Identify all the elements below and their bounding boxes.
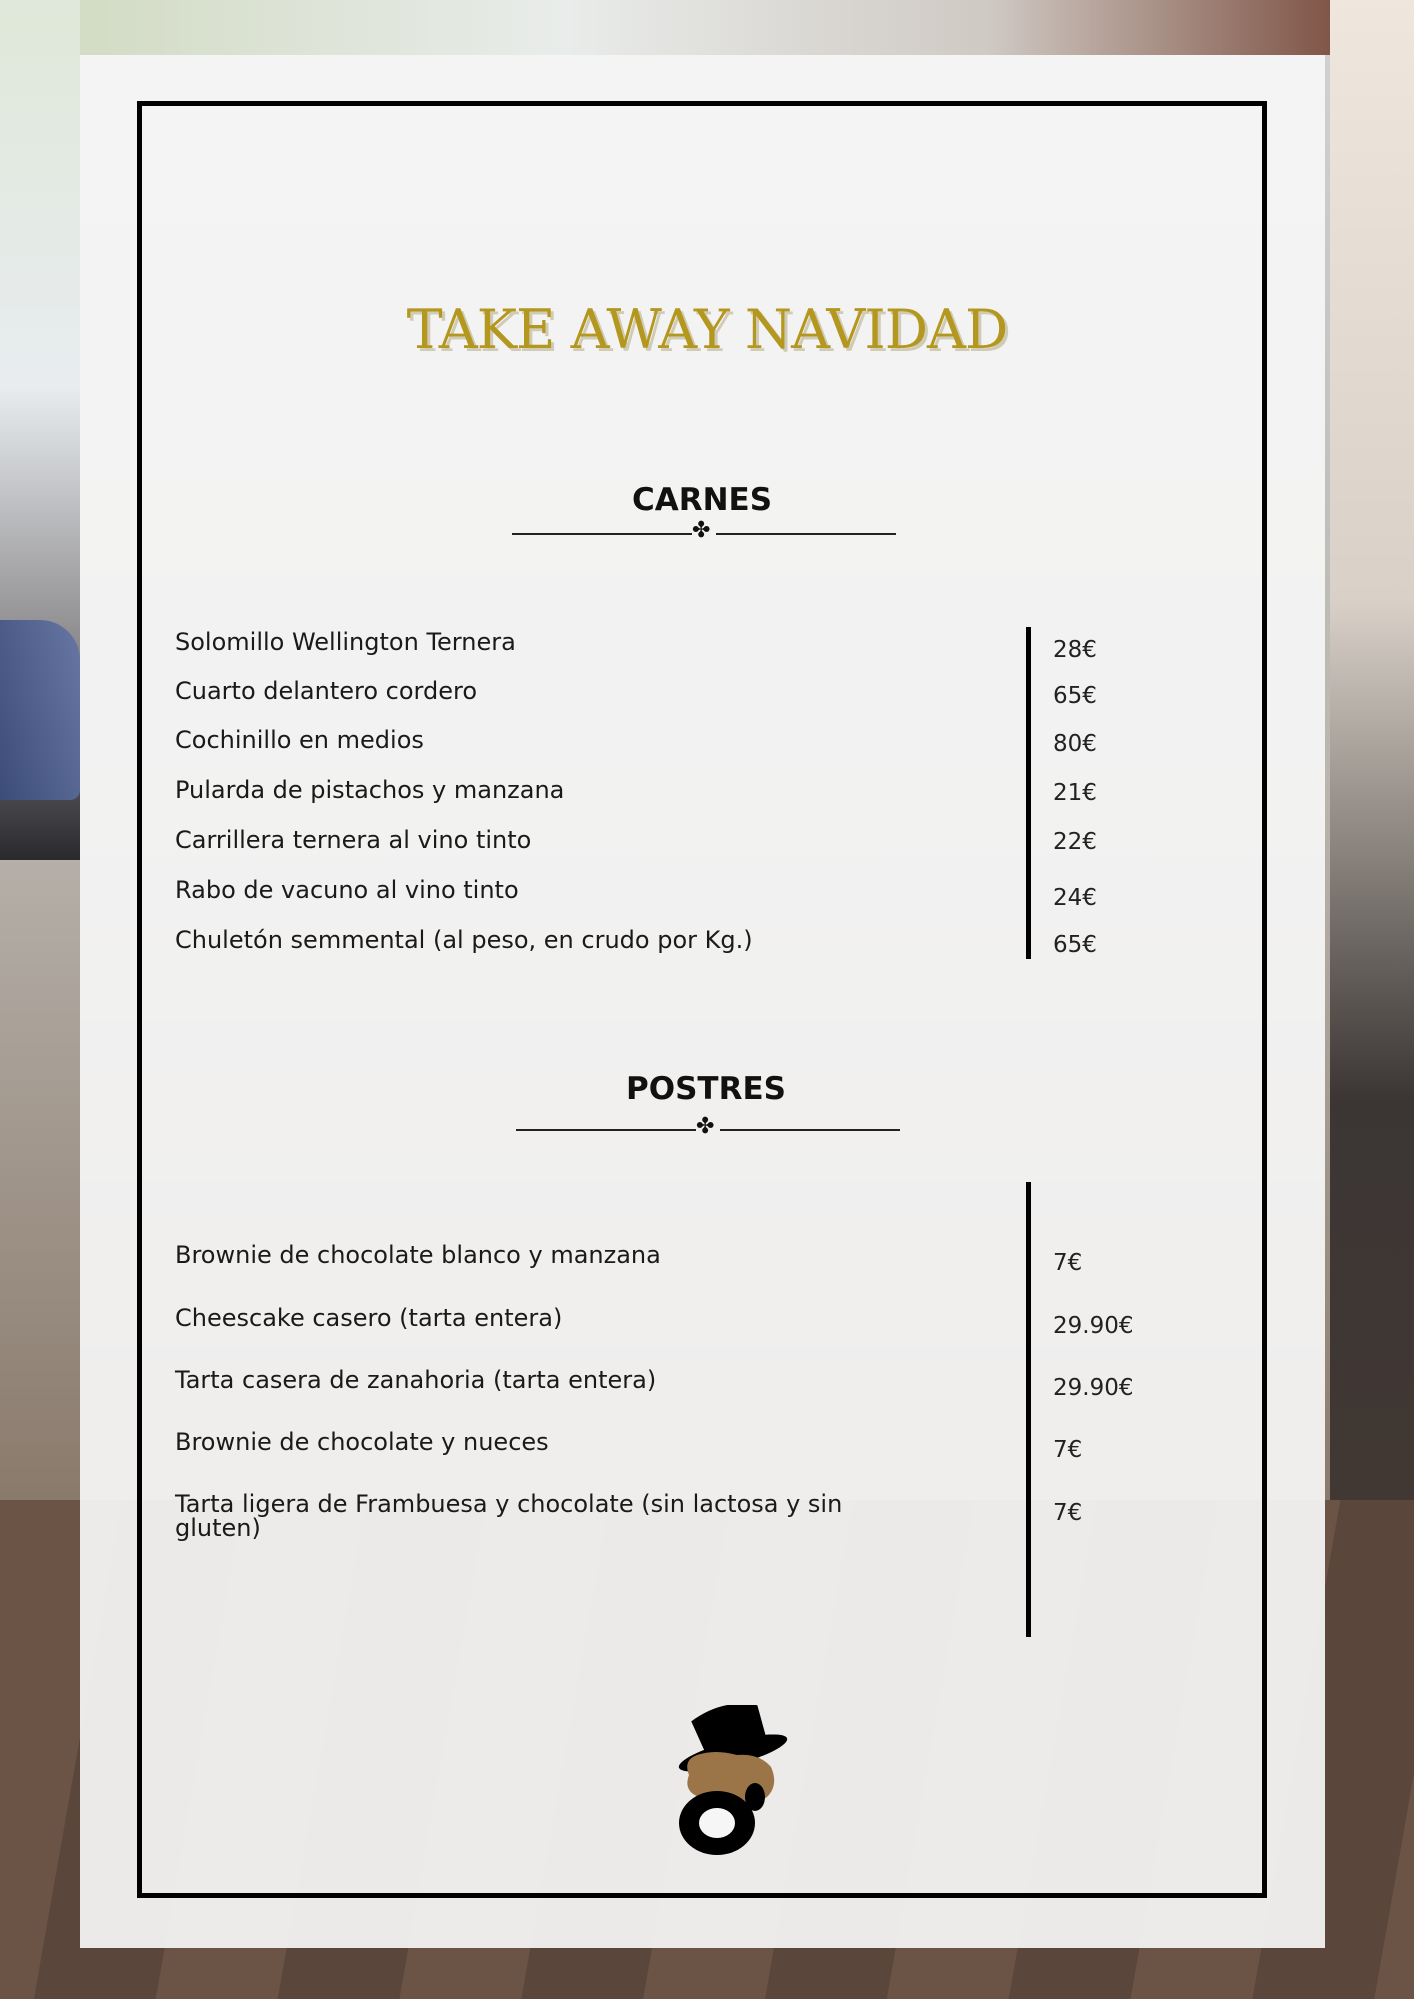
- menu-item-price: 29.90€: [1053, 1313, 1134, 1339]
- top-hat-face-logo-icon: [675, 1705, 795, 1860]
- menu-item-price: 29.90€: [1053, 1375, 1134, 1401]
- section-heading-postres: POSTRES: [626, 1071, 786, 1107]
- background-window-top: [0, 0, 1414, 55]
- ornament-icon: ✤: [696, 1114, 715, 1139]
- menu-item-price: 80€: [1053, 731, 1097, 757]
- menu-item-price: 65€: [1053, 932, 1097, 958]
- menu-item-price: 24€: [1053, 885, 1097, 911]
- section-divider: [506, 1114, 906, 1142]
- menu-item-price: 21€: [1053, 780, 1097, 806]
- menu-item-name: Pularda de pistachos y manzana: [175, 776, 565, 804]
- section-heading-carnes: CARNES: [631, 482, 773, 518]
- menu-frame: [137, 101, 1267, 1898]
- menu-item-name: Solomillo Wellington Ternera: [175, 628, 516, 656]
- menu-item-name: Carrillera ternera al vino tinto: [175, 826, 532, 854]
- menu-item-price: 7€: [1053, 1250, 1083, 1276]
- menu-item-price: 7€: [1053, 1500, 1083, 1526]
- price-divider: [1026, 1182, 1031, 1637]
- menu-title: TAKE AWAY NAVIDAD: [406, 298, 1008, 361]
- menu-item-name: Cuarto delantero cordero: [175, 677, 478, 705]
- menu-item-name: Brownie de chocolate y nueces: [175, 1428, 549, 1456]
- background-car: [0, 620, 80, 800]
- menu-item-name: Brownie de chocolate blanco y manzana: [175, 1241, 661, 1269]
- menu-item-name: Chuletón semmental (al peso, en crudo por Kg.): [175, 926, 753, 954]
- ornament-icon: ✤: [692, 518, 711, 543]
- menu-item-name: Tarta ligera de Frambuesa y chocolate (sin lactosa y sin gluten): [175, 1490, 843, 1542]
- menu-item-price: 28€: [1053, 637, 1097, 663]
- price-divider: [1026, 627, 1031, 959]
- section-divider: [502, 518, 902, 546]
- menu-item-name: Tarta casera de zanahoria (tarta entera): [175, 1366, 657, 1394]
- menu-item-price: 65€: [1053, 683, 1097, 709]
- menu-item-price: 7€: [1053, 1437, 1083, 1463]
- menu-item-name: Cheescake casero (tarta entera): [175, 1304, 563, 1332]
- menu-item-price: 22€: [1053, 829, 1097, 855]
- menu-item-name: Rabo de vacuno al vino tinto: [175, 876, 519, 904]
- menu-item-name: Cochinillo en medios: [175, 726, 424, 754]
